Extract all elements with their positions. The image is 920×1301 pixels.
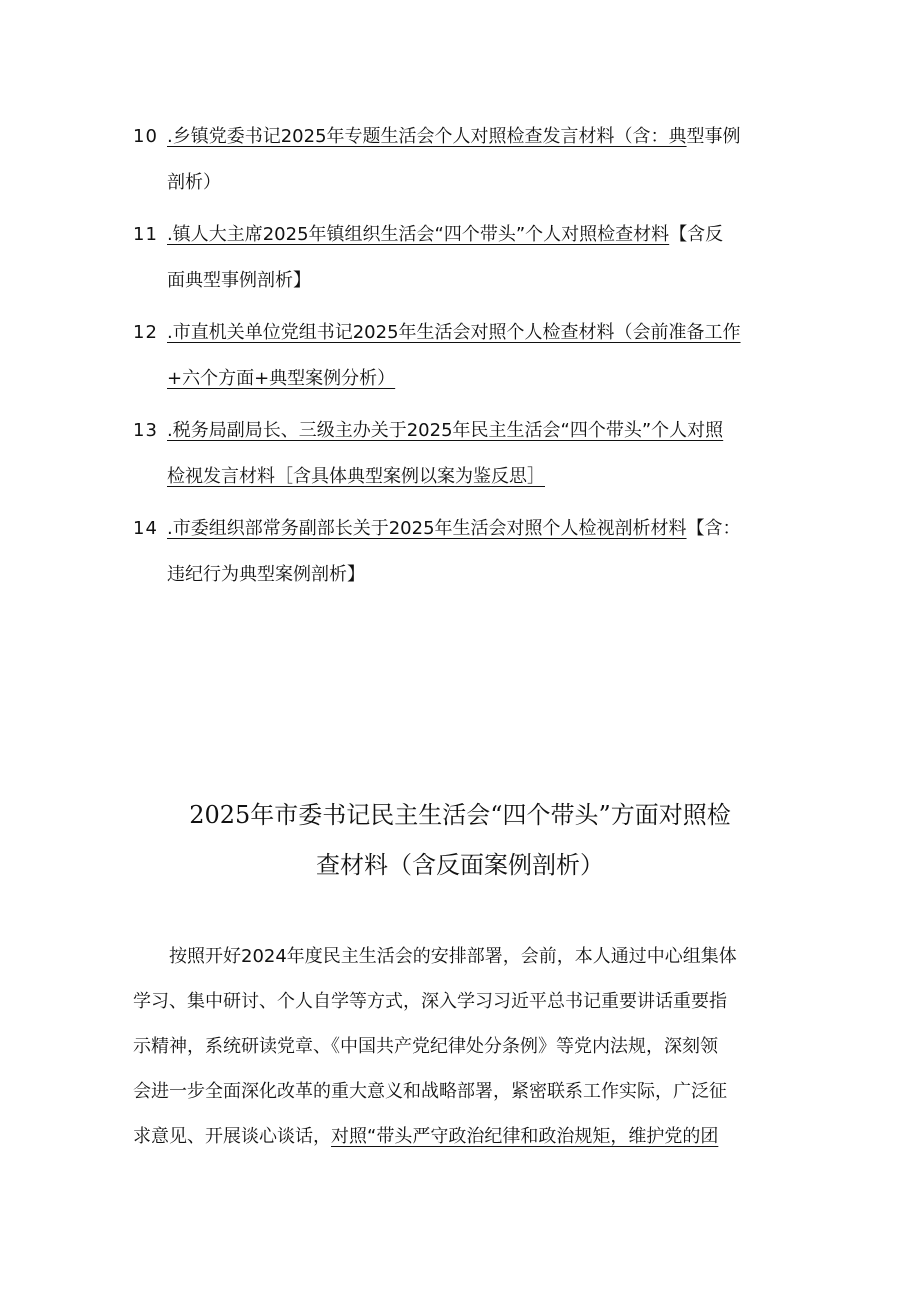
list-item (133, 506, 793, 598)
item-text: 【含： (686, 518, 741, 539)
body-line (133, 1114, 793, 1159)
body-paragraph (133, 934, 793, 1159)
article-link-13[interactable]: .税务局副局长、三级主办关于2025年民主生活会“四个带头”个人对照 (167, 420, 724, 441)
list-item (133, 310, 793, 402)
article-link-12[interactable]: .市直机关单位党组书记2025年生活会对照个人检查材料（会前准备工作 (167, 322, 741, 343)
article-link-13-cont[interactable]: 检视发言材料［含具体典型案例以案为鉴反思］ (167, 466, 545, 487)
item-line (167, 552, 793, 598)
item-text: 型事例 (686, 126, 741, 147)
related-articles-list (133, 114, 793, 604)
body-text: 求意见、开展谈心谈话， (133, 1126, 331, 1147)
body-link[interactable]: 对照“带头严守政治纪律和政治规矩，维护党的团 (331, 1126, 719, 1147)
item-line (167, 160, 793, 206)
article-link-12-cont[interactable]: +六个方面+典型案例分析） (167, 368, 396, 389)
article-link-14[interactable]: .市委组织部常务副部长关于2025年生活会对照个人检视剖析材料 (167, 518, 687, 539)
list-item (133, 114, 793, 206)
item-text: 剖析） (167, 172, 221, 193)
item-number: 11 (133, 224, 158, 245)
item-number: 12 (133, 322, 158, 343)
item-text: 【含反 (669, 224, 724, 245)
list-item (133, 408, 793, 500)
item-number: 14 (133, 518, 158, 539)
item-line (167, 258, 793, 304)
title-line-2: 查材料（含反面案例剖析） (316, 851, 604, 879)
article-link-11[interactable]: .镇人大主席2025年镇组织生活会“四个带头”个人对照检查材料 (167, 224, 670, 245)
document-title (100, 790, 820, 890)
item-number: 13 (133, 420, 158, 441)
article-link-10[interactable]: .乡镇党委书记2025年专题生活会个人对照检查发言材料（含：典 (167, 126, 687, 147)
item-line (167, 114, 793, 160)
item-line (167, 408, 793, 454)
item-text: 面典型事例剖析】 (167, 270, 311, 291)
body-line: 按照开好2024年度民主生活会的安排部署，会前，本人通过中心组集体 (169, 946, 737, 967)
title-line-1: 2025年市委书记民主生活会“四个带头”方面对照检 (189, 801, 731, 829)
list-item (133, 212, 793, 304)
body-line: 示精神，系统研读党章、《中国共产党纪律处分条例》等党内法规，深刻领 (133, 1036, 718, 1057)
body-line: 会进一步全面深化改革的重大意义和战略部署，紧密联系工作实际，广泛征 (133, 1081, 727, 1102)
item-text: 违纪行为典型案例剖析】 (167, 564, 365, 585)
item-line (167, 212, 793, 258)
item-line (167, 356, 793, 402)
item-line (167, 506, 793, 552)
item-line (167, 454, 793, 500)
body-line: 学习、集中研讨、个人自学等方式，深入学习习近平总书记重要讲话重要指 (133, 991, 727, 1012)
item-line (167, 310, 793, 356)
item-number: 10 (133, 126, 158, 147)
